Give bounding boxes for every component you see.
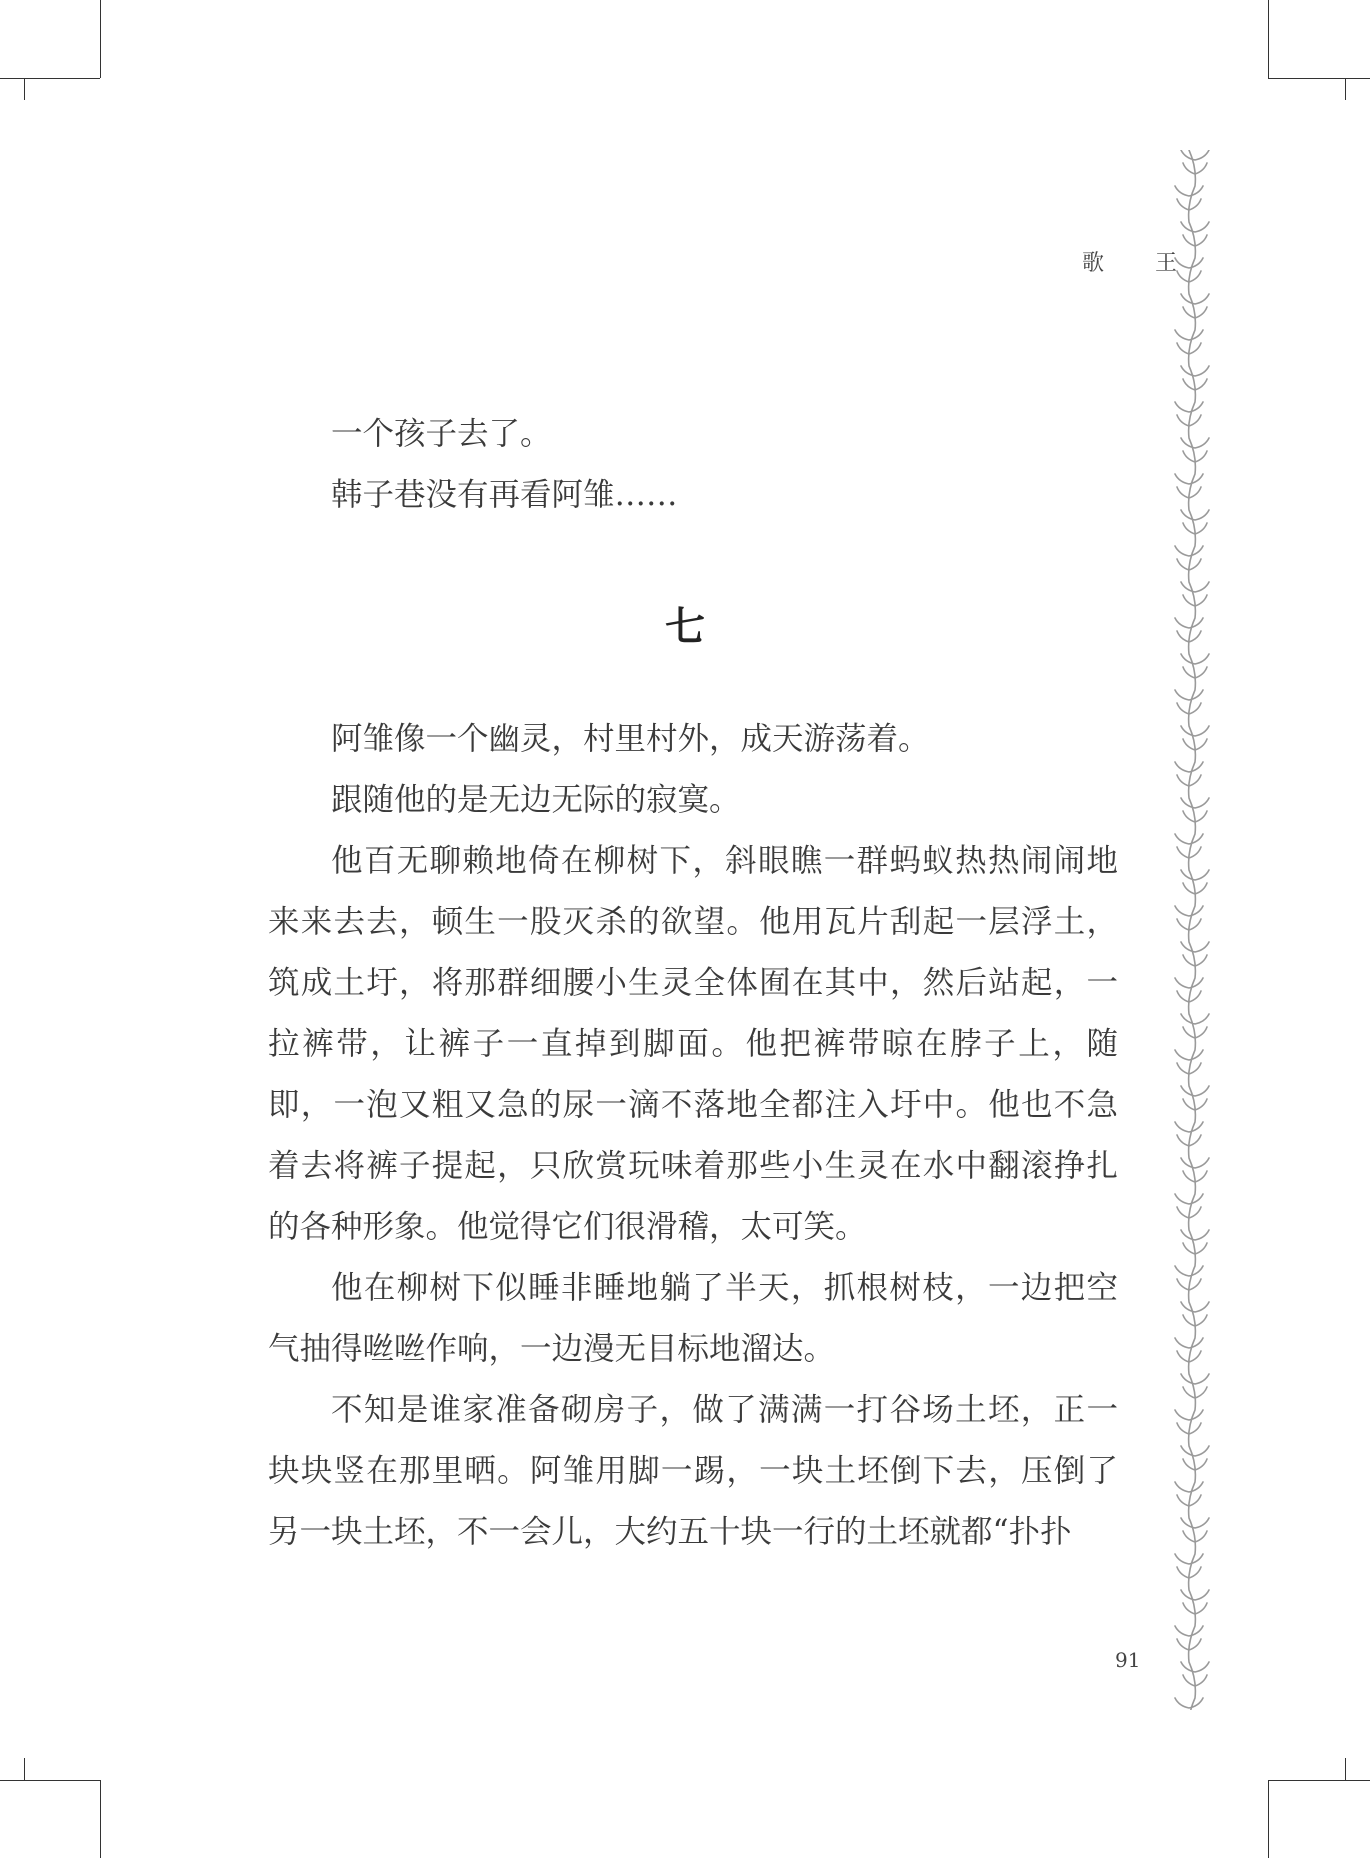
- vine-border-decoration: [1170, 150, 1214, 1710]
- paragraph: 阿雏像一个幽灵，村里村外，成天游荡着。: [331, 721, 930, 757]
- running-header: 歌 王: [1082, 251, 1199, 276]
- body-text: [268, 404, 1118, 526]
- body-text-continued: [268, 709, 1118, 1563]
- paragraph: 韩子巷没有再看阿雏……: [331, 477, 678, 513]
- paragraph: 他百无聊赖地倚在柳树下，斜眼瞧一群蚂蚁热热闹闹地来来去去，顿生一股灭杀的欲望。他用瓦片刮起一层浮土，筑成土圩，将那群细腰小生灵全体囿在其中，然后站起，一拉裤带，让裤子一直掉到脚面。他把裤带晾在脖子上，随即，一泡又粗又急的尿一滴不落地全都注入圩中。他也不急着去将裤子提起，只欣赏玩味着那些小生灵在水中翻滚挣扎的各种形象。他觉得它们很滑稽，太可笑。: [268, 843, 1118, 1245]
- page-number: 91: [1115, 1648, 1141, 1672]
- paragraph: 跟随他的是无边无际的寂寞。: [331, 782, 741, 818]
- section-numeral: 七: [665, 603, 705, 650]
- paragraph: 他在柳树下似睡非睡地躺了半天，抓根树枝，一边把空气抽得咝咝作响，一边漫无目标地溜达。: [268, 1270, 1118, 1367]
- paragraph: 不知是谁家准备砌房子，做了满满一打谷场土坯，正一块块竖在那里晒。阿雏用脚一踢，一块土坯倒下去，压倒了另一块土坯，不一会儿，大约五十块一行的土坯就都“扑扑: [268, 1392, 1118, 1550]
- paragraph: 一个孩子去了。: [331, 416, 552, 452]
- vine-path: [1175, 150, 1209, 1710]
